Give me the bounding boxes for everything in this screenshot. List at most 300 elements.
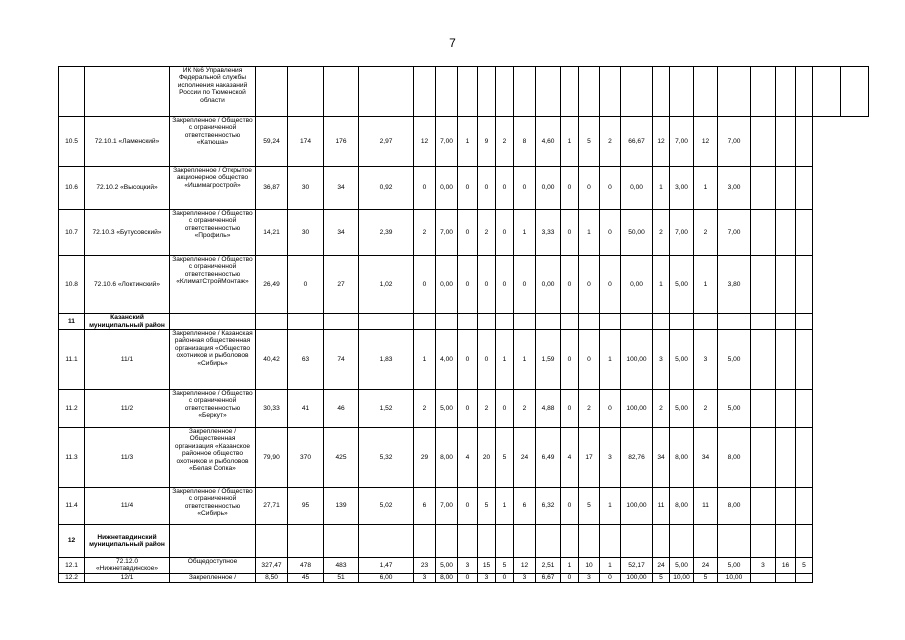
value-cell — [776, 167, 796, 210]
ground-type-cell: Закрепленное / Общество с ограниченной ответственностью «Катюша» — [170, 117, 256, 167]
table-row — [59, 390, 869, 428]
value-cell: 3 — [414, 573, 436, 582]
value-cell — [776, 525, 796, 558]
value-cell: 4,60 — [536, 117, 561, 167]
value-cell — [600, 67, 621, 117]
ground-name-cell: 72.12.0 «Нижнетавдинское» — [85, 558, 170, 574]
value-cell: 5,00 — [718, 390, 751, 428]
value-cell: 8 — [514, 117, 536, 167]
value-cell: 0 — [458, 573, 478, 582]
ground-name-cell: 11/1 — [85, 330, 170, 390]
value-cell — [653, 525, 670, 558]
value-cell: 5 — [579, 488, 600, 525]
value-cell — [670, 67, 694, 117]
value-cell — [796, 488, 813, 525]
value-cell: 3,33 — [536, 210, 561, 256]
value-cell: 2 — [414, 210, 436, 256]
value-cell: 1,52 — [359, 390, 414, 428]
row-number-cell: 11.2 — [59, 390, 85, 428]
value-cell — [579, 525, 600, 558]
value-cell: 0 — [514, 167, 536, 210]
ground-name-cell: Нижнетавдинский муниципальный район — [85, 525, 170, 558]
value-cell — [621, 67, 653, 117]
value-cell — [718, 525, 751, 558]
value-cell: 5 — [694, 573, 718, 582]
value-cell: 1 — [514, 210, 536, 256]
value-cell: 79,90 — [256, 428, 288, 488]
value-cell — [776, 256, 796, 314]
value-cell: 2 — [514, 390, 536, 428]
value-cell — [436, 525, 458, 558]
value-cell: 3 — [694, 330, 718, 390]
value-cell — [751, 488, 776, 525]
value-cell: 1 — [414, 330, 436, 390]
ground-name-cell: 72.10.6 «Локтинский» — [85, 256, 170, 314]
row-number-cell: 12.1 — [59, 558, 85, 574]
table-row — [59, 167, 869, 210]
ground-name-cell: Казанский муниципальный район — [85, 314, 170, 330]
value-cell — [694, 67, 718, 117]
value-cell: 2 — [694, 210, 718, 256]
value-cell: 0 — [496, 210, 514, 256]
value-cell: 0 — [496, 167, 514, 210]
value-cell: 24 — [694, 558, 718, 574]
value-cell — [359, 525, 414, 558]
value-cell: 12 — [694, 117, 718, 167]
value-cell: 1,47 — [359, 558, 414, 574]
value-cell: 100,00 — [621, 390, 653, 428]
value-cell: 2 — [414, 390, 436, 428]
value-cell: 2 — [478, 390, 496, 428]
table-row — [59, 256, 869, 314]
value-cell — [776, 428, 796, 488]
value-cell: 17 — [579, 428, 600, 488]
value-cell: 0 — [561, 573, 579, 582]
value-cell: 1 — [561, 558, 579, 574]
value-cell: 4 — [458, 428, 478, 488]
value-cell: 0 — [579, 256, 600, 314]
value-cell: 5,00 — [670, 256, 694, 314]
value-cell: 40,42 — [256, 330, 288, 390]
value-cell: 483 — [324, 558, 359, 574]
value-cell: 139 — [324, 488, 359, 525]
value-cell: 1 — [514, 330, 536, 390]
ground-type-cell: Закрепленное / Общество с ограниченной ответственностью «Профиль» — [170, 210, 256, 256]
ground-type-cell: Закрепленное / Открытое акционерное общество «Ишимагрострой» — [170, 167, 256, 210]
value-cell: 3 — [458, 558, 478, 574]
value-cell: 30 — [288, 167, 324, 210]
value-cell: 5,00 — [718, 558, 751, 574]
value-cell: 1 — [653, 167, 670, 210]
value-cell: 0,00 — [536, 256, 561, 314]
value-cell — [496, 67, 514, 117]
value-cell — [796, 314, 813, 330]
value-cell: 1,02 — [359, 256, 414, 314]
ground-type-cell: Закрепленное / Общество с ограниченной ответственностью «КлиматСтройМонтаж» — [170, 256, 256, 314]
value-cell — [496, 314, 514, 330]
value-cell: 1 — [458, 117, 478, 167]
value-cell: 0 — [579, 330, 600, 390]
value-cell: 0 — [600, 210, 621, 256]
value-cell: 1 — [600, 488, 621, 525]
value-cell — [751, 390, 776, 428]
ground-name-cell: 11/2 — [85, 390, 170, 428]
value-cell — [324, 67, 359, 117]
value-cell: 8,00 — [670, 488, 694, 525]
value-cell — [256, 314, 288, 330]
value-cell: 370 — [288, 428, 324, 488]
value-cell: 5,00 — [436, 558, 458, 574]
value-cell — [751, 167, 776, 210]
value-cell: 5 — [496, 428, 514, 488]
value-cell: 8,00 — [670, 428, 694, 488]
value-cell — [718, 67, 751, 117]
value-cell: 27 — [324, 256, 359, 314]
value-cell — [653, 67, 670, 117]
value-cell — [751, 117, 776, 167]
value-cell: 9 — [478, 117, 496, 167]
value-cell — [561, 314, 579, 330]
value-cell: 20 — [478, 428, 496, 488]
row-number-cell: 10.6 — [59, 167, 85, 210]
value-cell: 12 — [514, 558, 536, 574]
ground-name-cell: 11/4 — [85, 488, 170, 525]
value-cell: 5 — [496, 558, 514, 574]
value-cell — [288, 67, 324, 117]
value-cell: 7,00 — [718, 210, 751, 256]
value-cell: 0 — [496, 256, 514, 314]
table-row — [59, 428, 869, 488]
value-cell — [478, 525, 496, 558]
value-cell: 30,33 — [256, 390, 288, 428]
value-cell: 5,02 — [359, 488, 414, 525]
value-cell — [536, 67, 561, 117]
value-cell — [751, 256, 776, 314]
value-cell — [813, 67, 841, 117]
value-cell: 74 — [324, 330, 359, 390]
value-cell: 0 — [496, 390, 514, 428]
value-cell — [579, 314, 600, 330]
value-cell — [496, 525, 514, 558]
row-number-cell: 10.5 — [59, 117, 85, 167]
value-cell — [694, 525, 718, 558]
row-number-cell: 11 — [59, 314, 85, 330]
value-cell: 7,00 — [718, 117, 751, 167]
value-cell: 176 — [324, 117, 359, 167]
value-cell: 59,24 — [256, 117, 288, 167]
value-cell: 95 — [288, 488, 324, 525]
table-row — [59, 573, 869, 582]
table-row — [59, 488, 869, 525]
value-cell: 2,97 — [359, 117, 414, 167]
ground-type-cell: Общедоступное — [170, 558, 256, 574]
value-cell: 63 — [288, 330, 324, 390]
ground-name-cell — [85, 67, 170, 117]
value-cell: 3,80 — [718, 256, 751, 314]
value-cell: 24 — [653, 558, 670, 574]
value-cell — [796, 525, 813, 558]
value-cell — [718, 314, 751, 330]
value-cell — [796, 210, 813, 256]
value-cell — [256, 67, 288, 117]
value-cell: 3 — [600, 428, 621, 488]
value-cell: 29 — [414, 428, 436, 488]
value-cell: 10,00 — [718, 573, 751, 582]
value-cell: 0 — [561, 167, 579, 210]
ground-type-cell — [170, 525, 256, 558]
value-cell: 7,00 — [436, 210, 458, 256]
value-cell — [414, 525, 436, 558]
table-row — [59, 330, 869, 390]
value-cell: 425 — [324, 428, 359, 488]
value-cell: 34 — [324, 210, 359, 256]
row-number-cell: 11.1 — [59, 330, 85, 390]
value-cell: 8,50 — [256, 573, 288, 582]
ground-type-cell — [170, 314, 256, 330]
value-cell — [796, 330, 813, 390]
table-row — [59, 67, 869, 117]
value-cell: 10,00 — [670, 573, 694, 582]
value-cell: 174 — [288, 117, 324, 167]
table-row — [59, 558, 869, 574]
ground-type-cell: Закрепленное / Общественная организация «Казанское районное общество охотников и рыболовов «Белая Сопка» — [170, 428, 256, 488]
value-cell — [776, 314, 796, 330]
value-cell — [324, 525, 359, 558]
value-cell — [751, 428, 776, 488]
value-cell — [776, 390, 796, 428]
ground-type-cell: Закрепленное / Общество с ограниченной ответственностью «Сибирь» — [170, 488, 256, 525]
value-cell: 8,00 — [718, 428, 751, 488]
value-cell: 3,00 — [670, 167, 694, 210]
value-cell: 2 — [579, 390, 600, 428]
value-cell: 1 — [694, 256, 718, 314]
value-cell: 8,00 — [436, 573, 458, 582]
value-cell: 2,39 — [359, 210, 414, 256]
value-cell — [536, 314, 561, 330]
value-cell: 0 — [478, 167, 496, 210]
value-cell: 7,00 — [670, 210, 694, 256]
value-cell: 0 — [561, 210, 579, 256]
value-cell: 0 — [458, 390, 478, 428]
value-cell: 11 — [653, 488, 670, 525]
ground-name-cell: 12/1 — [85, 573, 170, 582]
value-cell: 5,00 — [436, 390, 458, 428]
value-cell: 0,00 — [436, 167, 458, 210]
value-cell: 26,49 — [256, 256, 288, 314]
value-cell: 5,00 — [718, 330, 751, 390]
table-row — [59, 210, 869, 256]
value-cell: 4,88 — [536, 390, 561, 428]
row-number-cell: 11.4 — [59, 488, 85, 525]
value-cell — [796, 256, 813, 314]
value-cell: 0 — [514, 256, 536, 314]
value-cell: 1 — [496, 488, 514, 525]
value-cell: 2 — [653, 210, 670, 256]
value-cell — [694, 314, 718, 330]
value-cell — [288, 525, 324, 558]
value-cell: 0 — [600, 390, 621, 428]
value-cell: 2 — [478, 210, 496, 256]
value-cell: 5 — [653, 573, 670, 582]
value-cell: 6,00 — [359, 573, 414, 582]
value-cell: 2 — [496, 117, 514, 167]
value-cell: 6,32 — [536, 488, 561, 525]
value-cell — [776, 488, 796, 525]
value-cell — [478, 67, 496, 117]
row-number-cell: 10.8 — [59, 256, 85, 314]
value-cell — [621, 525, 653, 558]
value-cell: 46 — [324, 390, 359, 428]
value-cell: 100,00 — [621, 330, 653, 390]
value-cell: 24 — [514, 428, 536, 488]
value-cell — [796, 117, 813, 167]
value-cell: 5,00 — [670, 558, 694, 574]
value-cell: 8,00 — [436, 428, 458, 488]
value-cell — [751, 525, 776, 558]
value-cell — [796, 573, 813, 582]
value-cell: 8,00 — [718, 488, 751, 525]
value-cell: 0 — [579, 167, 600, 210]
value-cell: 2,51 — [536, 558, 561, 574]
value-cell — [776, 117, 796, 167]
value-cell: 1 — [579, 210, 600, 256]
value-cell — [751, 573, 776, 582]
value-cell: 5 — [478, 488, 496, 525]
row-number-cell — [59, 67, 85, 117]
value-cell: 0,00 — [536, 167, 561, 210]
value-cell: 27,71 — [256, 488, 288, 525]
value-cell: 3 — [653, 330, 670, 390]
value-cell: 7,00 — [436, 117, 458, 167]
ground-type-cell: ИК №6 Управления Федеральной службы исполнения наказаний России по Тюменской области — [170, 67, 256, 117]
row-number-cell: 12.2 — [59, 573, 85, 582]
value-cell: 0 — [458, 210, 478, 256]
value-cell — [600, 314, 621, 330]
value-cell — [653, 314, 670, 330]
ground-name-cell: 72.10.1 «Ламенский» — [85, 117, 170, 167]
value-cell — [670, 314, 694, 330]
value-cell: 12 — [653, 117, 670, 167]
value-cell: 1 — [694, 167, 718, 210]
value-cell: 0 — [600, 167, 621, 210]
value-cell: 30 — [288, 210, 324, 256]
page-number: 7 — [449, 36, 456, 50]
row-number-cell: 11.3 — [59, 428, 85, 488]
value-cell — [841, 67, 869, 117]
row-number-cell: 10.7 — [59, 210, 85, 256]
value-cell — [751, 67, 776, 117]
value-cell: 0 — [414, 167, 436, 210]
value-cell — [324, 314, 359, 330]
value-cell — [514, 314, 536, 330]
value-cell — [436, 67, 458, 117]
value-cell: 12 — [414, 117, 436, 167]
value-cell: 3 — [751, 558, 776, 574]
value-cell: 16 — [776, 558, 796, 574]
value-cell — [796, 167, 813, 210]
value-cell: 0 — [458, 256, 478, 314]
value-cell — [561, 525, 579, 558]
value-cell: 5 — [579, 117, 600, 167]
value-cell: 3 — [478, 573, 496, 582]
value-cell: 3,00 — [718, 167, 751, 210]
value-cell: 50,00 — [621, 210, 653, 256]
value-cell: 1 — [496, 330, 514, 390]
ground-name-cell: 11/3 — [85, 428, 170, 488]
value-cell: 0 — [600, 256, 621, 314]
value-cell: 15 — [478, 558, 496, 574]
value-cell: 0 — [288, 256, 324, 314]
value-cell: 34 — [653, 428, 670, 488]
row-number-cell: 12 — [59, 525, 85, 558]
value-cell: 1,59 — [536, 330, 561, 390]
value-cell — [458, 314, 478, 330]
value-cell: 11 — [694, 488, 718, 525]
value-cell: 82,76 — [621, 428, 653, 488]
value-cell — [579, 67, 600, 117]
value-cell — [414, 314, 436, 330]
value-cell — [776, 210, 796, 256]
value-cell: 7,00 — [436, 488, 458, 525]
table-row — [59, 117, 869, 167]
value-cell: 5,00 — [670, 330, 694, 390]
value-cell — [600, 525, 621, 558]
value-cell: 0,00 — [621, 167, 653, 210]
value-cell — [751, 210, 776, 256]
value-cell: 0 — [600, 573, 621, 582]
value-cell: 0,00 — [436, 256, 458, 314]
value-cell: 1,83 — [359, 330, 414, 390]
value-cell — [751, 314, 776, 330]
ground-type-cell: Закрепленное / — [170, 573, 256, 582]
value-cell — [796, 390, 813, 428]
value-cell: 327,47 — [256, 558, 288, 574]
value-cell: 14,21 — [256, 210, 288, 256]
table-section-row — [59, 525, 869, 558]
value-cell: 66,67 — [621, 117, 653, 167]
value-cell: 0 — [496, 573, 514, 582]
value-cell — [414, 67, 436, 117]
value-cell: 5,32 — [359, 428, 414, 488]
value-cell: 3 — [514, 573, 536, 582]
value-cell: 6,49 — [536, 428, 561, 488]
value-cell — [478, 314, 496, 330]
value-cell: 3 — [579, 573, 600, 582]
value-cell — [514, 525, 536, 558]
value-cell: 0 — [414, 256, 436, 314]
value-cell: 45 — [288, 573, 324, 582]
value-cell: 0 — [478, 256, 496, 314]
value-cell: 0 — [458, 330, 478, 390]
value-cell: 100,00 — [621, 573, 653, 582]
value-cell: 0 — [561, 390, 579, 428]
value-cell — [776, 67, 796, 117]
value-cell: 2 — [653, 390, 670, 428]
value-cell: 10 — [579, 558, 600, 574]
value-cell: 6,67 — [536, 573, 561, 582]
value-cell: 5,00 — [670, 390, 694, 428]
table-section-row — [59, 314, 869, 330]
value-cell — [359, 67, 414, 117]
hunting-grounds-table — [58, 66, 869, 583]
value-cell — [514, 67, 536, 117]
value-cell — [670, 525, 694, 558]
value-cell: 0 — [561, 256, 579, 314]
value-cell — [796, 428, 813, 488]
value-cell — [256, 525, 288, 558]
value-cell: 41 — [288, 390, 324, 428]
value-cell — [436, 314, 458, 330]
